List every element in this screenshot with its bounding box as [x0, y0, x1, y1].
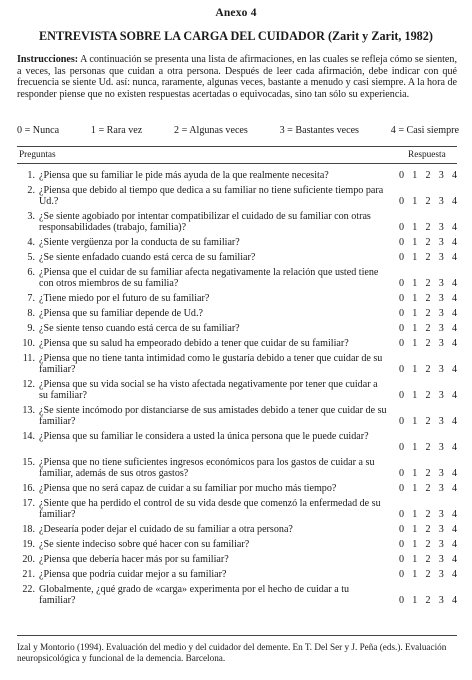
column-header-answer: Respuesta: [408, 150, 446, 160]
answer-option[interactable]: 4: [451, 509, 457, 520]
question-text: ¿Se siente tenso cuando está cerca de su familiar?: [39, 323, 240, 334]
document-title: ENTREVISTA SOBRE LA CARGA DEL CUIDADOR (Zarit y Zarit, 1982): [39, 29, 433, 43]
answer-option[interactable]: 1: [412, 293, 418, 304]
answer-option[interactable]: 0: [399, 278, 405, 289]
answer-option[interactable]: 3: [438, 509, 444, 520]
question-text: ¿Piensa que su vida social se ha visto afectada negativamente por tener que cuidar a su familiar?: [39, 379, 378, 401]
answer-option[interactable]: 4: [451, 390, 457, 401]
table-bottom-divider: [17, 635, 457, 636]
answer-option[interactable]: 0: [399, 196, 405, 207]
answer-option[interactable]: 1: [412, 569, 418, 580]
question-number: 10.: [22, 338, 35, 349]
answer-option[interactable]: 3: [438, 416, 444, 427]
answer-option[interactable]: 0: [399, 483, 405, 494]
answer-option[interactable]: 0: [399, 509, 405, 520]
annex-label: Anexo 4: [215, 7, 257, 19]
scale-option: 4 = Casi siempre: [390, 125, 459, 136]
answer-option[interactable]: 2: [425, 237, 431, 248]
answer-option[interactable]: 4: [451, 468, 457, 479]
question-text: ¿Piensa que no tiene suficientes ingresos económicos para los gastos de cuidar a su familiar, además de sus otros gastos?: [39, 457, 375, 479]
question-text: ¿Siente vergüenza por la conducta de su familiar?: [39, 237, 240, 248]
answer-option[interactable]: 2: [425, 595, 431, 606]
answer-option[interactable]: 4: [451, 338, 457, 349]
question-number: 17.: [22, 498, 35, 509]
answer-option[interactable]: 1: [412, 196, 418, 207]
question-number: 14.: [22, 431, 35, 442]
answer-option[interactable]: 0: [399, 364, 405, 375]
scale-option: 3 = Bastantes veces: [279, 125, 359, 136]
question-text: ¿Se siente incómodo por distanciarse de sus amistades debido a tener que cuidar de su familiar?: [39, 405, 387, 427]
answer-options: [399, 509, 457, 520]
question-number: 4.: [27, 237, 35, 248]
answer-option[interactable]: 2: [425, 196, 431, 207]
question-number: 21.: [22, 569, 35, 580]
answer-option[interactable]: 4: [451, 442, 457, 453]
question-number: 9.: [27, 323, 35, 334]
answer-option[interactable]: 0: [399, 442, 405, 453]
question-number: 5.: [27, 252, 35, 263]
answer-option[interactable]: 3: [438, 278, 444, 289]
question-text: ¿Piensa que su familiar depende de Ud.?: [39, 308, 203, 319]
answer-option[interactable]: 3: [438, 539, 444, 550]
instructions-text: A continuación se presenta una lista de afirmaciones, en las cuales se refleja cómo se sienten, a veces, las personas que cuidan a otra persona. Después de leer cada afirmación, debe indicar con qué frecuencia se siente Ud. así: nunca, raramente, algunas veces, bastante a menudo y casi siempre. A la hora de responder piense que no existen respuestas acertadas o equivocadas, sino tan sólo su experiencia.: [17, 54, 457, 100]
answer-option[interactable]: 1: [412, 323, 418, 334]
answer-option[interactable]: 1: [412, 442, 418, 453]
answer-option[interactable]: 2: [425, 416, 431, 427]
answer-option[interactable]: 2: [425, 338, 431, 349]
question-text: ¿Piensa que su salud ha empeorado debido a tener que cuidar de su familiar?: [39, 338, 349, 349]
question-number: 19.: [22, 539, 35, 550]
answer-option[interactable]: 2: [425, 222, 431, 233]
answer-option[interactable]: 4: [451, 170, 457, 181]
answer-option[interactable]: 0: [399, 539, 405, 550]
answer-option[interactable]: 3: [438, 468, 444, 479]
answer-options: [399, 569, 457, 580]
scale-option: 0 = Nunca: [17, 125, 60, 136]
question-text: ¿Siente que ha perdido el control de su vida desde que comenzó la enfermedad de su familiar?: [39, 498, 381, 520]
question-number: 6.: [27, 267, 35, 278]
answer-option[interactable]: 4: [451, 483, 457, 494]
answer-option[interactable]: 1: [412, 222, 418, 233]
answer-options: [399, 483, 457, 494]
question-text: ¿Desearía poder dejar el cuidado de su familiar a otra persona?: [39, 524, 293, 535]
answer-option[interactable]: 0: [399, 569, 405, 580]
answer-option[interactable]: 4: [451, 524, 457, 535]
question-text: ¿Piensa que su familiar le pide más ayuda de la que realmente necesita?: [39, 170, 329, 181]
answer-option[interactable]: 4: [451, 539, 457, 550]
question-text: ¿Se siente agobiado por intentar compatibilizar el cuidado de su familiar con otras responsabilidades (trabajo, familia)?: [39, 211, 371, 233]
answer-option[interactable]: 0: [399, 252, 405, 263]
answer-option[interactable]: 4: [451, 554, 457, 565]
answer-option[interactable]: 2: [425, 278, 431, 289]
answer-option[interactable]: 0: [399, 468, 405, 479]
answer-option[interactable]: 4: [451, 595, 457, 606]
question-text: ¿Piensa que no tiene tanta intimidad como le gustaría debido a tener que cuidar de su familiar?: [39, 353, 383, 375]
answer-options: [399, 338, 457, 349]
answer-option[interactable]: 2: [425, 323, 431, 334]
answer-option[interactable]: 3: [438, 196, 444, 207]
table-header-divider: [17, 163, 457, 164]
answer-option[interactable]: 3: [438, 308, 444, 319]
question-text: Globalmente, ¿qué grado de «carga» experimenta por el hecho de cuidar a tu familiar?: [39, 584, 350, 606]
answer-options: [399, 539, 457, 550]
answer-option[interactable]: 3: [438, 442, 444, 453]
question-text: ¿Tiene miedo por el futuro de su familiar?: [39, 293, 210, 304]
answer-option[interactable]: 3: [438, 595, 444, 606]
answer-options: [399, 554, 457, 565]
answer-options: [399, 390, 457, 401]
question-number: 16.: [22, 483, 35, 494]
answer-option[interactable]: 0: [399, 554, 405, 565]
answer-options: [399, 442, 457, 453]
answer-option[interactable]: 2: [425, 308, 431, 319]
answer-options: [399, 524, 457, 535]
question-text: ¿Piensa que debería hacer más por su familiar?: [39, 554, 229, 565]
question-text: ¿Piensa que no será capaz de cuidar a su familiar por mucho más tiempo?: [39, 483, 337, 494]
question-text: ¿Piensa que debido al tiempo que dedica a su familiar no tiene suficiente tiempo para Ud.?: [39, 185, 384, 207]
answer-option[interactable]: 2: [425, 539, 431, 550]
answer-option[interactable]: 1: [412, 554, 418, 565]
answer-option[interactable]: 0: [399, 308, 405, 319]
question-text: ¿Piensa que su familiar le considera a usted la única persona que le puede cuidar?: [39, 431, 369, 442]
answer-options: [399, 196, 457, 207]
answer-option[interactable]: 1: [412, 390, 418, 401]
answer-option[interactable]: 0: [399, 390, 405, 401]
question-number: 3.: [27, 211, 35, 222]
answer-option[interactable]: 1: [412, 364, 418, 375]
answer-option[interactable]: 2: [425, 170, 431, 181]
answer-option[interactable]: 1: [412, 278, 418, 289]
answer-option[interactable]: 0: [399, 237, 405, 248]
answer-option[interactable]: 4: [451, 293, 457, 304]
answer-option[interactable]: 1: [412, 237, 418, 248]
question-text: ¿Piensa que el cuidar de su familiar afecta negativamente la relación que usted tiene con otros miembros de su familia?: [39, 267, 379, 289]
answer-option[interactable]: 2: [425, 390, 431, 401]
answer-options: [399, 595, 457, 606]
instructions-label: Instrucciones:: [17, 54, 79, 65]
answer-option[interactable]: 0: [399, 524, 405, 535]
answer-option[interactable]: 0: [399, 416, 405, 427]
answer-option[interactable]: 1: [412, 308, 418, 319]
answer-option[interactable]: 1: [412, 252, 418, 263]
answer-option[interactable]: 0: [399, 323, 405, 334]
answer-option[interactable]: 1: [412, 483, 418, 494]
answer-option[interactable]: 3: [438, 338, 444, 349]
instructions-paragraph: [17, 54, 457, 100]
answer-option[interactable]: 3: [438, 222, 444, 233]
answer-option[interactable]: 2: [425, 569, 431, 580]
question-number: 7.: [27, 293, 35, 304]
answer-option[interactable]: 1: [412, 338, 418, 349]
answer-option[interactable]: 2: [425, 442, 431, 453]
answer-option[interactable]: 3: [438, 483, 444, 494]
answer-option[interactable]: 4: [451, 252, 457, 263]
question-number: 12.: [22, 379, 35, 390]
answer-option[interactable]: 0: [399, 338, 405, 349]
question-text: ¿Piensa que podría cuidar mejor a su familiar?: [39, 569, 227, 580]
question-text: ¿Se siente enfadado cuando está cerca de su familiar?: [39, 252, 256, 263]
answer-option[interactable]: 1: [412, 539, 418, 550]
question-number: 1.: [27, 170, 35, 181]
question-number: 20.: [22, 554, 35, 565]
answer-option[interactable]: 3: [438, 293, 444, 304]
answer-option[interactable]: 2: [425, 554, 431, 565]
column-header-questions: Preguntas: [19, 150, 56, 160]
answer-options: [399, 252, 457, 263]
answer-option[interactable]: 3: [438, 390, 444, 401]
answer-options: [399, 323, 457, 334]
answer-option[interactable]: 4: [451, 323, 457, 334]
answer-option[interactable]: 4: [451, 308, 457, 319]
answer-options: [399, 416, 457, 427]
answer-option[interactable]: 2: [425, 509, 431, 520]
answer-option[interactable]: 0: [399, 595, 405, 606]
answer-options: [399, 308, 457, 319]
answer-option[interactable]: 1: [412, 170, 418, 181]
answer-option[interactable]: 3: [438, 170, 444, 181]
answer-option[interactable]: 1: [412, 416, 418, 427]
answer-option[interactable]: 1: [412, 524, 418, 535]
table-top-divider: [17, 146, 457, 147]
scale-option: 2 = Algunas veces: [174, 125, 248, 136]
answer-option[interactable]: 1: [412, 509, 418, 520]
answer-option[interactable]: 4: [451, 416, 457, 427]
answer-option[interactable]: 3: [438, 569, 444, 580]
question-number: 18.: [22, 524, 35, 535]
question-number: 8.: [27, 308, 35, 319]
question-number: 22.: [22, 584, 35, 595]
answer-options: [399, 170, 457, 181]
answer-option[interactable]: 3: [438, 554, 444, 565]
answer-option[interactable]: 2: [425, 524, 431, 535]
scale-option: 1 = Rara vez: [90, 125, 143, 136]
answer-option[interactable]: 0: [399, 170, 405, 181]
answer-option[interactable]: 2: [425, 364, 431, 375]
question-number: 2.: [27, 185, 35, 196]
answer-option[interactable]: 2: [425, 293, 431, 304]
footnote-reference: Izal y Montorio (1994). Evaluación del medio y del cuidador del demente. En T. Del Ser y J. Peña (eds.). Evaluación neuropsicológica y funcional de la demencia. Barcelona.: [17, 642, 447, 664]
question-text: ¿Se siente indeciso sobre qué hacer con su familiar?: [39, 539, 250, 550]
answer-option[interactable]: 3: [438, 323, 444, 334]
question-number: 11.: [22, 353, 35, 364]
answer-options: [399, 222, 457, 233]
answer-option[interactable]: 3: [438, 237, 444, 248]
answer-option[interactable]: 2: [425, 252, 431, 263]
answer-option[interactable]: 0: [399, 222, 405, 233]
answer-option[interactable]: 2: [425, 483, 431, 494]
answer-option[interactable]: 0: [399, 293, 405, 304]
answer-option[interactable]: 3: [438, 524, 444, 535]
answer-option[interactable]: 2: [425, 468, 431, 479]
answer-option[interactable]: 4: [451, 364, 457, 375]
answer-option[interactable]: 3: [438, 364, 444, 375]
answer-option[interactable]: 4: [451, 278, 457, 289]
answer-option[interactable]: 3: [438, 252, 444, 263]
answer-options: [399, 468, 457, 479]
response-scale: [17, 125, 459, 136]
answer-option[interactable]: 1: [412, 468, 418, 479]
answer-option[interactable]: 4: [451, 222, 457, 233]
question-number: 13.: [22, 405, 35, 416]
answer-options: [399, 237, 457, 248]
answer-options: [399, 364, 457, 375]
answer-option[interactable]: 1: [412, 595, 418, 606]
answer-option[interactable]: 4: [451, 196, 457, 207]
answer-options: [399, 278, 457, 289]
answer-option[interactable]: 4: [451, 569, 457, 580]
question-number: 15.: [22, 457, 35, 468]
answer-options: [399, 293, 457, 304]
answer-option[interactable]: 4: [451, 237, 457, 248]
